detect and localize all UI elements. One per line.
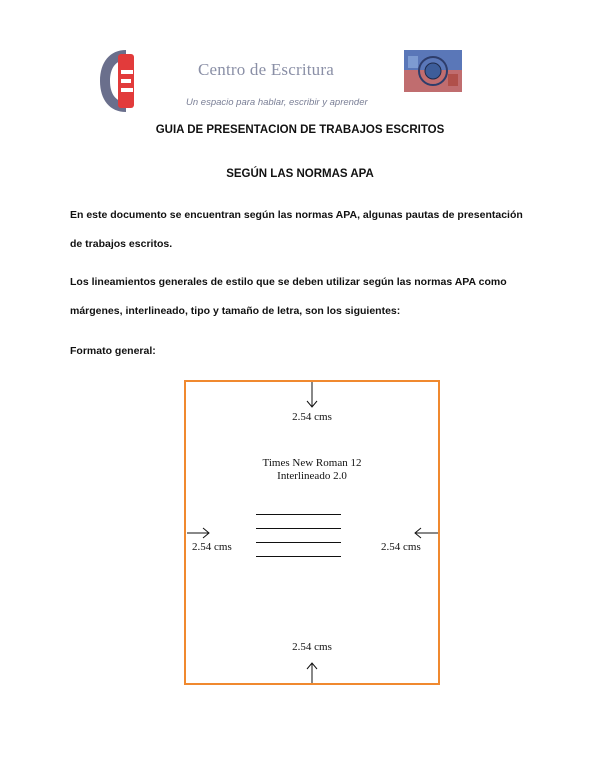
text-line bbox=[256, 556, 341, 557]
arrow-right-icon bbox=[187, 528, 209, 538]
guidelines-line-1: Los lineamientos generales de estilo que se deben utilizar según las normas APA como bbox=[70, 276, 507, 288]
section-label: Formato general: bbox=[70, 345, 156, 357]
arrow-left-icon bbox=[415, 528, 438, 538]
intro-line-2: de trabajos escritos. bbox=[70, 238, 173, 250]
text-line bbox=[256, 528, 341, 529]
margin-top-label: 2.54 cms bbox=[292, 411, 332, 423]
guidelines-line-2: márgenes, interlineado, tipo y tamaño de letra, son los siguientes: bbox=[70, 305, 401, 317]
arrow-up-icon bbox=[307, 663, 317, 683]
document-subtitle: SEGÚN LAS NORMAS APA bbox=[226, 168, 374, 180]
arrow-down-icon bbox=[307, 382, 317, 407]
margin-right-label: 2.54 cms bbox=[381, 541, 421, 553]
header-tagline: Un espacio para hablar, escribir y aprender bbox=[186, 97, 368, 108]
centro-escritura-logo bbox=[96, 46, 138, 116]
header-title: Centro de Escritura bbox=[198, 60, 334, 79]
margin-bottom-label: 2.54 cms bbox=[292, 641, 332, 653]
margin-left-label: 2.54 cms bbox=[192, 541, 232, 553]
spacing-spec-label: Interlineado 2.0 bbox=[277, 470, 347, 482]
text-line bbox=[256, 514, 341, 515]
university-seal-logo bbox=[404, 50, 462, 92]
document-title: GUIA DE PRESENTACION DE TRABAJOS ESCRITOS bbox=[155, 124, 445, 136]
margin-arrows bbox=[184, 380, 440, 685]
intro-line-1: En este documento se encuentran según las normas APA, algunas pautas de presentación bbox=[70, 209, 523, 221]
font-spec-label: Times New Roman 12 bbox=[262, 457, 362, 469]
text-line bbox=[256, 542, 341, 543]
